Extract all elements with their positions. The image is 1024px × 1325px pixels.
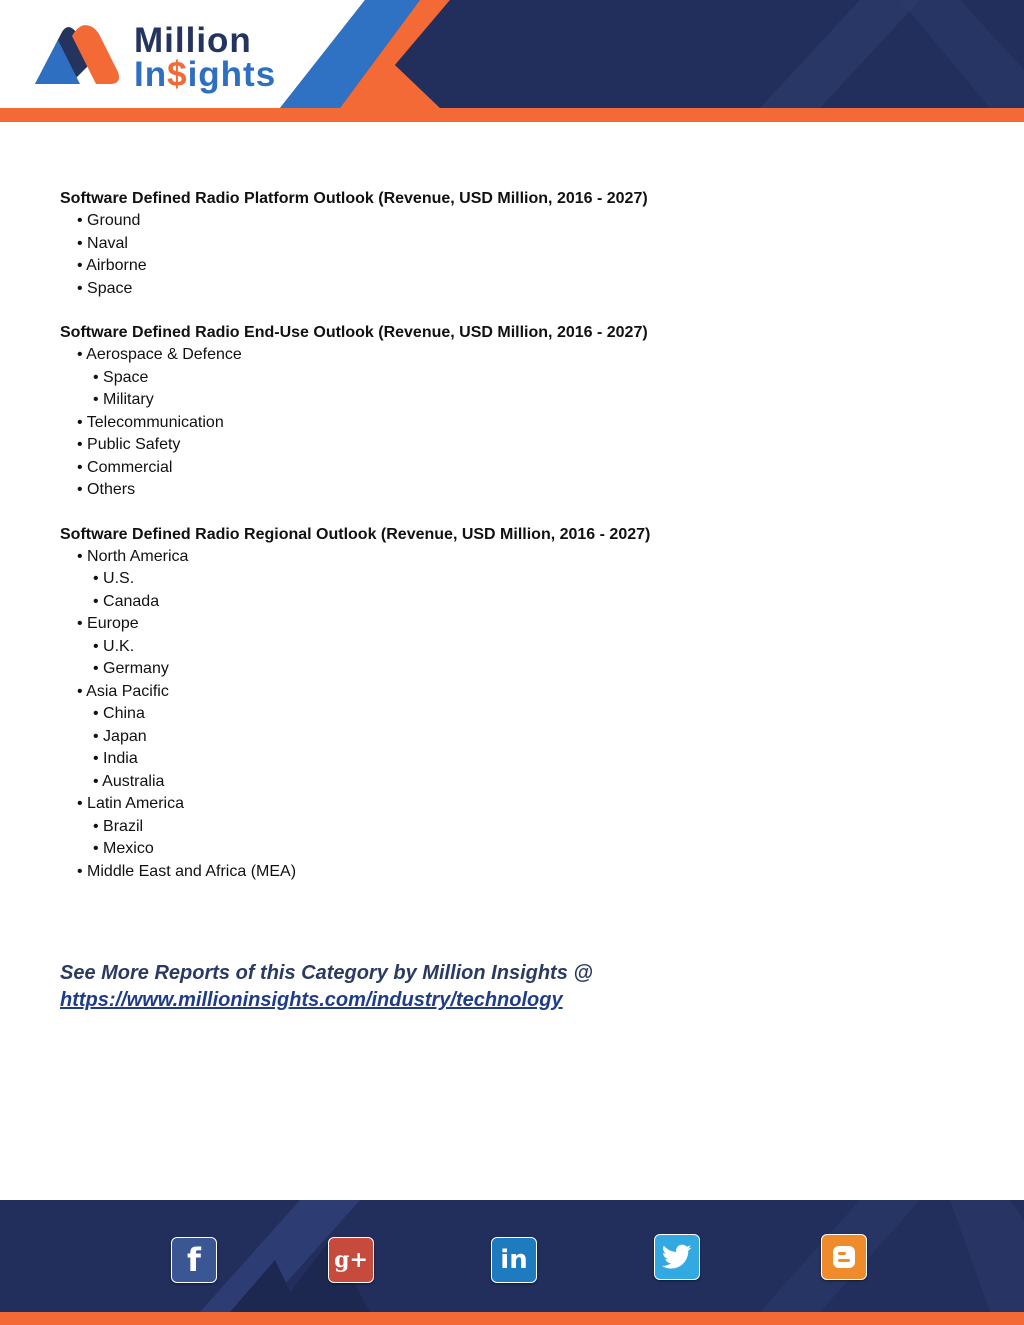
list-item: • Asia Pacific xyxy=(77,682,169,700)
list-item: • Public Safety xyxy=(77,436,181,453)
list-item: • Mexico xyxy=(93,840,154,857)
list-item: • Canada xyxy=(93,592,160,610)
blogger-icon[interactable] xyxy=(821,1234,867,1280)
list-item: • Germany xyxy=(93,660,169,677)
category-link[interactable]: https://www.millioninsights.com/industry/technology xyxy=(60,989,563,1011)
brand-name-top: Million xyxy=(134,21,252,60)
list-item: • Telecommunication xyxy=(77,413,224,431)
list-item: • U.S. xyxy=(93,570,135,587)
list-item: • Latin America xyxy=(77,795,184,812)
list-item: • Ground xyxy=(77,212,141,229)
twitter-bird-icon xyxy=(662,1244,692,1270)
list-item: • Japan xyxy=(93,727,147,745)
list-item: • Aerospace & Defence xyxy=(77,346,242,363)
platform-outlook-section xyxy=(60,188,960,300)
brand-name-bottom: In$ights xyxy=(134,55,277,94)
google-plus-icon[interactable]: g+ xyxy=(328,1237,374,1283)
more-reports xyxy=(60,960,593,1014)
list-item: • Airborne xyxy=(77,257,147,274)
list-item: • North America xyxy=(77,547,189,565)
facebook-icon[interactable]: f xyxy=(171,1237,217,1283)
list-item: • Brazil xyxy=(93,817,144,835)
end-use-outlook-section xyxy=(60,322,960,502)
blogger-b-icon xyxy=(830,1243,858,1271)
list-item: • Middle East and Africa (MEA) xyxy=(77,862,297,880)
list-item: • Commercial xyxy=(77,458,173,476)
page-footer xyxy=(0,1200,1024,1325)
list-item: • India xyxy=(93,750,138,767)
list-item: • China xyxy=(93,705,145,722)
logo-mark xyxy=(30,22,135,92)
twitter-icon[interactable] xyxy=(654,1234,700,1280)
list-item: • Others xyxy=(77,481,136,498)
list-item: • Space xyxy=(93,368,149,386)
regional-outlook-section xyxy=(60,524,960,884)
list-item: • Europe xyxy=(77,615,139,632)
linkedin-icon[interactable]: in xyxy=(491,1237,537,1283)
list-item: • Military xyxy=(93,391,154,408)
section-title: Software Defined Radio End-Use Outlook (Revenue, USD Million, 2016 - 2027) xyxy=(60,324,648,341)
list-item: • Naval xyxy=(77,234,128,252)
list-item: • U.K. xyxy=(93,637,135,655)
section-title: Software Defined Radio Regional Outlook (Revenue, USD Million, 2016 - 2027) xyxy=(60,525,651,543)
list-item: • Space xyxy=(77,279,133,297)
list-item: • Australia xyxy=(93,772,165,790)
more-reports-text: See More Reports of this Category by Million Insights @ xyxy=(60,962,593,984)
section-title: Software Defined Radio Platform Outlook (Revenue, USD Million, 2016 - 2027) xyxy=(60,190,648,207)
report-segments xyxy=(60,188,960,905)
page-header xyxy=(0,0,1024,122)
